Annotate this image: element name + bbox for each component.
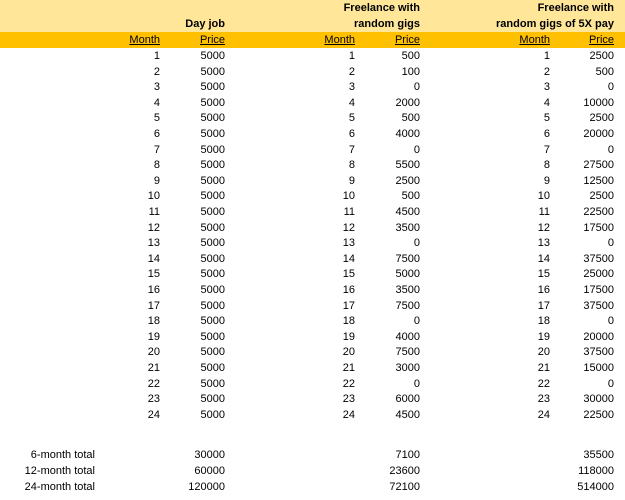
cell-price-freelance: 500 xyxy=(401,50,420,62)
cell-month-day: 7 xyxy=(153,143,160,156)
cell-month-day: 1 xyxy=(153,50,160,62)
header-freelance5x-line2: random gigs of 5X pay xyxy=(496,18,614,30)
cell-month-freelance: 12 xyxy=(342,221,355,234)
cell-price-day: 5000 xyxy=(200,50,225,62)
cell-price-freelance: 4000 xyxy=(395,128,420,140)
cell-month-freelance5x: 16 xyxy=(537,284,550,296)
cell-price-day: 5000 xyxy=(200,377,225,390)
cell-price-day: 5000 xyxy=(200,174,225,187)
cell-month-freelance5x: 8 xyxy=(543,159,550,172)
cell-month-freelance5x: 18 xyxy=(537,315,550,328)
subheader-price-day: Price xyxy=(199,34,225,46)
cell-month-freelance5x: 17 xyxy=(537,299,550,312)
cell-month-freelance5x: 7 xyxy=(543,143,550,156)
cell-price-freelance: 2000 xyxy=(395,96,420,109)
cell-price-day: 5000 xyxy=(200,408,225,421)
cell-month-day: 12 xyxy=(147,221,160,234)
cell-month-day: 4 xyxy=(153,96,160,109)
header-freelance5x-line1: Freelance with xyxy=(537,2,614,14)
cell-month-freelance: 20 xyxy=(342,346,355,359)
cell-month-freelance: 16 xyxy=(342,284,355,296)
cell-price-freelance5x: 10000 xyxy=(583,96,614,109)
cell-price-day: 5000 xyxy=(200,81,225,94)
cell-month-freelance5x: 1 xyxy=(543,50,550,62)
total-label: 6-month total xyxy=(30,449,95,461)
cell-price-freelance5x: 2500 xyxy=(589,112,614,125)
cell-price-freelance: 3500 xyxy=(395,221,420,234)
cell-month-freelance: 17 xyxy=(342,299,355,312)
total-freelance: 7100 xyxy=(395,449,420,461)
cell-month-day: 11 xyxy=(148,206,160,218)
cell-price-freelance: 4500 xyxy=(395,408,420,421)
cell-month-day: 22 xyxy=(147,377,160,390)
cell-month-freelance5x: 5 xyxy=(543,112,550,125)
cell-price-freelance: 0 xyxy=(413,315,420,328)
subheader-month-day: Month xyxy=(129,34,160,46)
header-freelance-line2: random gigs xyxy=(353,18,420,30)
cell-month-freelance5x: 13 xyxy=(537,237,550,250)
total-label: 12-month total xyxy=(24,465,95,477)
total-day-job: 60000 xyxy=(194,465,225,477)
cell-month-freelance: 18 xyxy=(342,315,355,328)
cell-price-freelance5x: 37500 xyxy=(583,299,614,312)
cell-price-day: 5000 xyxy=(200,393,225,406)
cell-price-freelance: 5000 xyxy=(395,268,420,281)
total-freelance5x: 514000 xyxy=(577,481,614,493)
cell-price-freelance: 100 xyxy=(401,65,420,78)
cell-price-freelance5x: 2500 xyxy=(589,50,614,62)
cell-price-freelance: 7500 xyxy=(395,346,420,359)
header-day-job: Day job xyxy=(185,18,225,30)
cell-price-freelance5x: 30000 xyxy=(583,393,614,406)
cell-price-freelance: 500 xyxy=(401,112,420,125)
cell-month-freelance5x: 14 xyxy=(537,252,550,265)
cell-price-freelance: 3000 xyxy=(395,362,420,374)
cell-price-freelance5x: 25000 xyxy=(583,268,614,281)
cell-price-freelance5x: 37500 xyxy=(583,346,614,359)
cell-price-freelance5x: 0 xyxy=(607,81,614,94)
cell-month-freelance: 9 xyxy=(348,174,355,187)
cell-price-freelance5x: 12500 xyxy=(583,174,614,187)
cell-price-freelance: 2500 xyxy=(395,174,420,187)
cell-month-freelance5x: 6 xyxy=(543,128,550,140)
cell-month-freelance5x: 24 xyxy=(537,408,550,421)
cell-price-freelance: 5500 xyxy=(395,159,420,172)
header-freelance-line1: Freelance with xyxy=(343,2,420,14)
cell-month-day: 8 xyxy=(153,159,160,172)
subheader-month-freelance5x: Month xyxy=(519,34,550,46)
cell-month-day: 6 xyxy=(153,128,160,140)
cell-month-day: 23 xyxy=(147,393,160,406)
cell-price-freelance5x: 15000 xyxy=(583,362,614,374)
cell-month-freelance: 11 xyxy=(343,206,355,218)
cell-month-freelance: 3 xyxy=(348,81,355,94)
cell-month-freelance: 2 xyxy=(348,65,355,78)
cell-month-freelance: 10 xyxy=(342,190,355,203)
cell-month-freelance: 7 xyxy=(348,143,355,156)
cell-month-freelance5x: 4 xyxy=(543,96,550,109)
cell-price-freelance5x: 22500 xyxy=(583,206,614,218)
cell-price-freelance: 7500 xyxy=(395,252,420,265)
cell-price-day: 5000 xyxy=(200,206,225,218)
total-freelance5x: 35500 xyxy=(583,449,614,461)
cell-month-day: 16 xyxy=(147,284,160,296)
cell-month-freelance: 15 xyxy=(342,268,355,281)
cell-price-freelance: 0 xyxy=(413,143,420,156)
cell-month-freelance: 8 xyxy=(348,159,355,172)
cell-price-freelance: 7500 xyxy=(395,299,420,312)
cell-price-freelance5x: 27500 xyxy=(583,159,614,172)
total-day-job: 120000 xyxy=(188,481,225,493)
subheader-price-freelance5x: Price xyxy=(588,34,614,46)
total-day-job: 30000 xyxy=(194,449,225,461)
cell-month-day: 20 xyxy=(147,346,160,359)
cell-price-freelance: 500 xyxy=(401,190,420,203)
cell-month-day: 3 xyxy=(153,81,160,94)
total-freelance: 72100 xyxy=(389,481,420,493)
cell-price-freelance5x: 17500 xyxy=(583,221,614,234)
cell-month-freelance: 4 xyxy=(348,96,355,109)
cell-month-freelance: 5 xyxy=(348,112,355,125)
cell-price-day: 5000 xyxy=(200,159,225,172)
cell-price-freelance5x: 0 xyxy=(607,377,614,390)
cell-price-freelance5x: 17500 xyxy=(583,284,614,296)
cell-price-freelance: 4000 xyxy=(395,330,420,343)
cell-month-freelance: 14 xyxy=(342,252,355,265)
cell-price-freelance5x: 2500 xyxy=(589,190,614,203)
cell-price-freelance: 3500 xyxy=(395,284,420,296)
cell-month-freelance5x: 23 xyxy=(537,393,550,406)
subheader-price-freelance: Price xyxy=(394,34,420,46)
cell-price-day: 5000 xyxy=(200,284,225,296)
cell-month-freelance5x: 10 xyxy=(537,190,550,203)
cell-price-freelance5x: 37500 xyxy=(583,252,614,265)
cell-month-freelance5x: 15 xyxy=(537,268,550,281)
cell-price-day: 5000 xyxy=(200,268,225,281)
cell-month-day: 2 xyxy=(153,65,160,78)
cell-month-freelance5x: 3 xyxy=(543,81,550,94)
cell-month-day: 19 xyxy=(147,330,160,343)
cell-price-day: 5000 xyxy=(200,299,225,312)
cell-price-freelance5x: 20000 xyxy=(583,330,614,343)
cell-month-day: 10 xyxy=(147,190,160,203)
cell-month-day: 9 xyxy=(153,174,160,187)
cell-month-freelance5x: 12 xyxy=(537,221,550,234)
cell-price-freelance: 6000 xyxy=(395,393,420,406)
cell-month-freelance5x: 9 xyxy=(543,174,550,187)
cell-month-day: 14 xyxy=(147,252,160,265)
cell-price-day: 5000 xyxy=(200,315,225,328)
cell-month-freelance: 19 xyxy=(342,330,355,343)
cell-month-day: 24 xyxy=(147,408,160,421)
cell-month-freelance5x: 21 xyxy=(537,362,550,374)
cell-price-day: 5000 xyxy=(200,221,225,234)
cell-price-day: 5000 xyxy=(200,237,225,250)
cell-month-freelance: 1 xyxy=(348,50,355,62)
cell-month-day: 15 xyxy=(147,268,160,281)
cell-price-freelance: 0 xyxy=(413,237,420,250)
cell-month-day: 5 xyxy=(153,112,160,125)
cell-price-freelance: 4500 xyxy=(395,206,420,218)
cell-price-day: 5000 xyxy=(200,252,225,265)
cell-month-freelance: 24 xyxy=(342,408,355,421)
cell-price-freelance5x: 0 xyxy=(607,315,614,328)
total-label: 24-month total xyxy=(24,481,95,493)
cell-month-freelance: 21 xyxy=(342,362,355,374)
cell-month-freelance5x: 2 xyxy=(543,65,550,78)
cell-price-freelance5x: 0 xyxy=(607,143,614,156)
cell-price-day: 5000 xyxy=(200,362,225,374)
cell-month-day: 18 xyxy=(147,315,160,328)
cell-price-freelance5x: 500 xyxy=(595,65,614,78)
cell-month-freelance5x: 20 xyxy=(537,346,550,359)
cell-price-day: 5000 xyxy=(200,143,225,156)
cell-month-freelance5x: 11 xyxy=(538,206,550,218)
cell-month-freelance5x: 19 xyxy=(537,330,550,343)
cell-month-day: 17 xyxy=(147,299,160,312)
subheader-month-freelance: Month xyxy=(324,34,355,46)
cell-price-freelance: 0 xyxy=(413,81,420,94)
cell-month-freelance: 6 xyxy=(348,128,355,140)
cell-month-day: 13 xyxy=(147,237,160,250)
cell-price-day: 5000 xyxy=(200,96,225,109)
cell-month-freelance: 13 xyxy=(342,237,355,250)
cell-price-day: 5000 xyxy=(200,190,225,203)
cell-month-freelance5x: 22 xyxy=(537,377,550,390)
cell-price-day: 5000 xyxy=(200,346,225,359)
cell-price-day: 5000 xyxy=(200,330,225,343)
total-freelance5x: 118000 xyxy=(578,465,614,477)
cell-price-day: 5000 xyxy=(200,112,225,125)
cell-price-day: 5000 xyxy=(200,65,225,78)
cell-price-day: 5000 xyxy=(200,128,225,140)
cell-month-day: 21 xyxy=(147,362,160,374)
cell-price-freelance5x: 0 xyxy=(607,237,614,250)
total-freelance: 23600 xyxy=(389,465,420,477)
cell-price-freelance: 0 xyxy=(413,377,420,390)
cell-price-freelance5x: 22500 xyxy=(583,408,614,421)
cell-price-freelance5x: 20000 xyxy=(583,128,614,140)
cell-month-freelance: 23 xyxy=(342,393,355,406)
cell-month-freelance: 22 xyxy=(342,377,355,390)
